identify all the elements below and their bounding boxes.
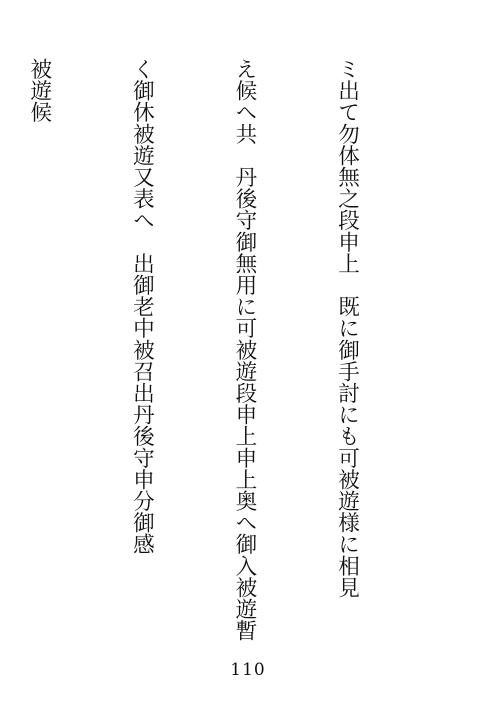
text-line-4: 被遊候: [26, 58, 52, 123]
page-number: 110: [230, 660, 266, 680]
text-line-2: え候へ共 丹後守御無用に可被遊段申上申上奥へ御入被遊暫: [231, 58, 257, 642]
text-line-3: く御休被遊又表へ 出御老中被召出丹後守申分御感: [129, 58, 155, 555]
text-line-1: ミ出て勿体無之段申上 既に御手討にも可被遊様に相見: [334, 58, 360, 598]
vertical-text-block: [0, 58, 432, 642]
